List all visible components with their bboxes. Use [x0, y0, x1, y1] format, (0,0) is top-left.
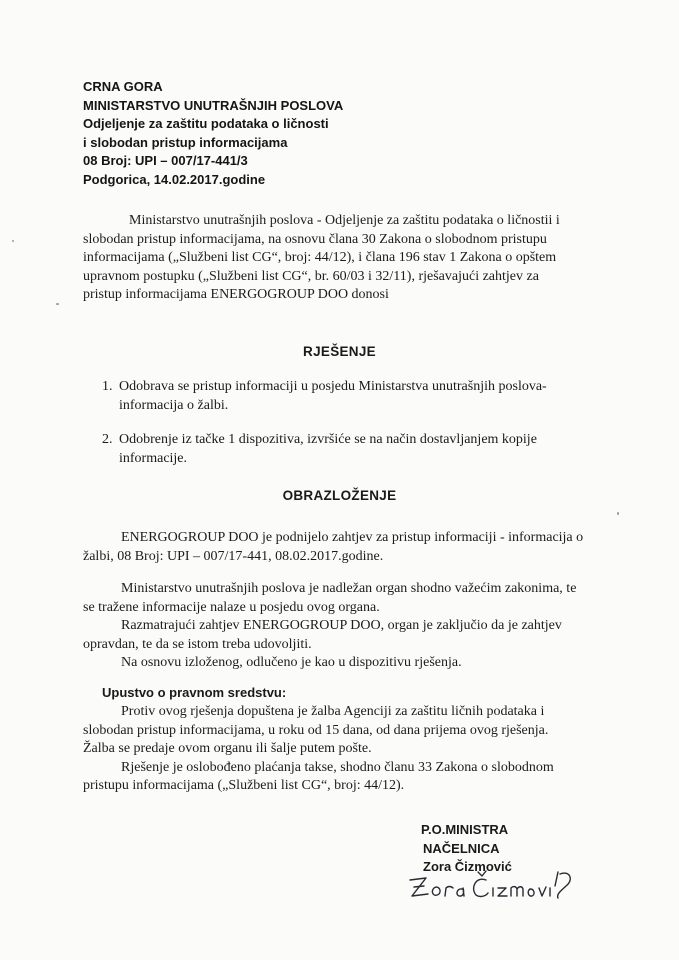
signatory-role-1: P.O.MINISTRA — [421, 822, 509, 837]
decision-item-text-line-1: Odobrenje iz tačke 1 dispozitiva, izvršiće se na način dostavljanjem kopije — [119, 432, 537, 447]
decision-item-number: 2. — [102, 432, 113, 447]
document-header — [83, 78, 343, 189]
decision-item-number: 1. — [102, 379, 113, 394]
scan-speck — [56, 303, 59, 305]
reasoning-p3-line-1: Razmatrajući zahtjev ENERGOGROUP DOO, organ je zaključio da je zahtjev — [121, 618, 562, 633]
handwritten-signature — [400, 858, 580, 908]
reasoning-p1-line-2: žalbi, 08 Broj: UPI – 007/17-441, 08.02.2017.godine. — [83, 549, 384, 564]
reasoning-p2-line-1: Ministarstvo unutrašnjih poslova je nadležan organ shodno važećim zakonima, te — [121, 581, 577, 596]
intro-line-2: slobodan pristup informacijama, na osnovu člana 30 Zakona o slobodnom pristupu — [83, 232, 547, 247]
legal-remedy-title: Upustvo o pravnom sredstvu: — [102, 685, 287, 700]
reasoning-p4-line-1: Na osnovu izloženog, odlučeno je kao u dispozitivu rješenja. — [121, 655, 462, 670]
reasoning-p3-line-2: opravdan, te da se istom treba udovoljiti. — [83, 637, 312, 652]
decision-item-text-line-1: Odobrava se pristup informaciji u posjedu Ministarstva unutrašnjih poslova- — [119, 379, 547, 394]
country-name: CRNA GORA — [83, 79, 163, 94]
ministry-name: MINISTARSTVO UNUTRAŠNJIH POSLOVA — [83, 97, 344, 113]
scan-speck — [12, 240, 14, 242]
department-line-2: i slobodan pristup informacijama — [83, 134, 288, 150]
decision-item-text-line-2: informacija o žalbi. — [119, 397, 229, 413]
reasoning-title: OBRAZLOŽENJE — [282, 488, 397, 503]
reasoning-p1-line-1: ENERGOGROUP DOO je podnijelo zahtjev za pristup informaciji - informacija o — [121, 530, 584, 545]
legal-remedy-line-5: pristupu informacijama („Službeni list CG“, broj: 44/12). — [83, 778, 405, 793]
decision-item-2 — [102, 431, 612, 471]
legal-remedy-line-3: Žalba se predaje ovom organu ili šalje putem pošte. — [83, 741, 372, 756]
legal-remedy-line-2: slobodan pristup informacijama, u roku od 15 dana, od dana prijema ovog rješenja. — [83, 723, 549, 738]
reference-number: 08 Broj: UPI – 007/17-441/3 — [83, 153, 248, 168]
intro-line-3: informacijama („Službeni list CG“, broj: 44/12), i člana 196 stav 1 Zakona o opštem — [83, 250, 557, 265]
intro-line-1: Ministarstvo unutrašnjih poslova - Odjeljenje za zaštitu podataka o ličnostii i — [129, 213, 560, 228]
place-date: Podgorica, 14.02.2017.godine — [83, 171, 266, 187]
signatory-role-2: NAČELNICA — [423, 840, 500, 856]
intro-line-4: upravnom postupku („Službeni list CG“, br. 60/03 i 32/11), rješavajući zahtjev za — [83, 269, 539, 284]
scan-speck — [617, 512, 619, 515]
legal-remedy-line-4: Rješenje je oslobođeno plaćanja takse, shodno članu 33 Zakona o slobodnom — [121, 760, 554, 775]
decision-item-text-line-2: informacije. — [119, 450, 188, 466]
signatory-name: Zora Čizmović — [423, 859, 512, 874]
legal-remedy-line-1: Protiv ovog rješenja dopuštena je žalba Agenciji za zaštitu ličnih podataka i — [121, 704, 545, 719]
department-line-1: Odjeljenje za zaštitu podataka o ličnosti — [83, 116, 329, 131]
intro-line-5: pristup informacijama ENERGOGROUP DOO donosi — [83, 287, 389, 302]
decision-title: RJEŠENJE — [303, 344, 376, 359]
decision-item-1 — [102, 378, 602, 418]
reasoning-p2-line-2: se tražene informacije nalaze u posjedu ovog organa. — [83, 600, 380, 615]
